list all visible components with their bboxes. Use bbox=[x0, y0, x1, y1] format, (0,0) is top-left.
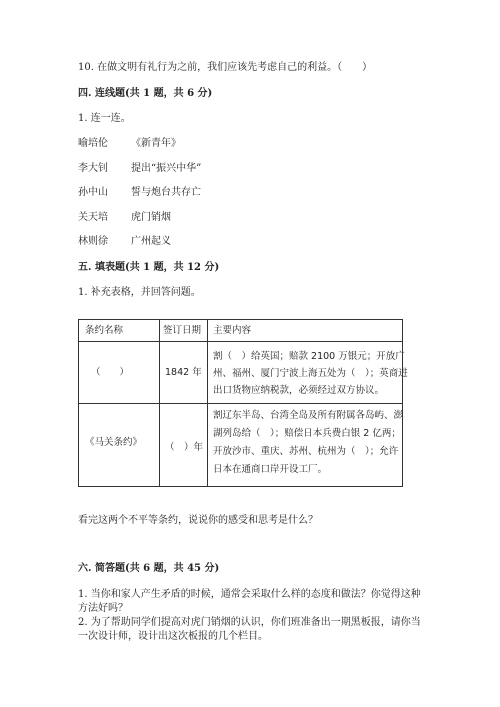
table-header-name: 条约名称 bbox=[85, 325, 124, 336]
table-header-content: 主要内容 bbox=[213, 325, 252, 336]
match-right-2: 提出“振兴中华” bbox=[131, 163, 202, 174]
row1-content-line3: 出口货物应纳税款，必须经过双方协议。 bbox=[213, 385, 385, 396]
section-6-q1-line2: 方法好吗？ bbox=[78, 603, 128, 614]
match-left-1: 喻培伦 bbox=[78, 138, 108, 149]
row2-name: 《马关条约》 bbox=[85, 437, 143, 448]
row2-content-line1: 割辽东半岛、台湾全岛及所有附属各岛屿、澎 bbox=[213, 410, 404, 421]
match-right-5: 广州起义 bbox=[131, 236, 171, 247]
row2-content-line2: 湖列岛给（ ）；赔偿日本兵费白银 2 亿两； bbox=[213, 428, 401, 439]
match-right-3: 誓与炮台共存亡 bbox=[131, 187, 201, 198]
match-right-4: 虎门销烟 bbox=[131, 212, 171, 223]
treaty-table bbox=[78, 319, 408, 487]
section-6-q2-line2: 一次设计师，设计出这次板报的几个栏目。 bbox=[78, 631, 268, 642]
row2-date: （ ）年 bbox=[165, 442, 204, 453]
question-10: 10. 在做文明有礼行为之前，我们应该先考虑自己的利益。（ ） bbox=[78, 62, 373, 73]
match-left-3: 孙中山 bbox=[78, 187, 108, 198]
row1-content-line1: 割（ ）给英国；赔款 2100 万银元；开放广 bbox=[213, 351, 405, 362]
row1-content-line2: 州、福州、厦门宁波上海五处为（ ）；英商进 bbox=[213, 368, 408, 379]
row2-content-line3: 开放沙市、重庆、苏州、杭州为（ ）；允许 bbox=[213, 446, 399, 457]
section-6-q2-line1: 2. 为了帮助同学们提高对虎门销烟的认识，你们班准备出一期黑板报，请你当 bbox=[78, 617, 421, 628]
section-5-heading: 五. 填表题(共 1 题，共 12 分) bbox=[78, 262, 220, 273]
section-6-q1-line1: 1. 当你和家人产生矛盾的时候，通常会采取什么样的态度和做法？你觉得这种 bbox=[78, 589, 421, 600]
row1-name: （ ） bbox=[91, 367, 130, 378]
row2-content-line4: 日本在通商口岸开设工厂。 bbox=[213, 464, 328, 475]
match-right-1: 《新青年》 bbox=[131, 138, 181, 149]
match-left-5: 林则徐 bbox=[78, 236, 108, 247]
row1-date: 1842 年 bbox=[165, 367, 202, 378]
match-left-4: 关天培 bbox=[78, 212, 108, 223]
section-4-heading: 四. 连线题(共 1 题，共 6 分) bbox=[78, 88, 213, 99]
section-5-prompt: 1. 补充表格，并回答问题。 bbox=[78, 287, 201, 298]
section-4-prompt: 1. 连一连。 bbox=[78, 113, 131, 124]
match-left-2: 李大钊 bbox=[78, 163, 108, 174]
table-header-date: 签订日期 bbox=[163, 325, 202, 336]
section-6-heading: 六. 简答题(共 6 题，共 45 分) bbox=[78, 563, 220, 574]
section-5-question: 看完这两个不平等条约，说说你的感受和思考是什么？ bbox=[78, 515, 318, 526]
